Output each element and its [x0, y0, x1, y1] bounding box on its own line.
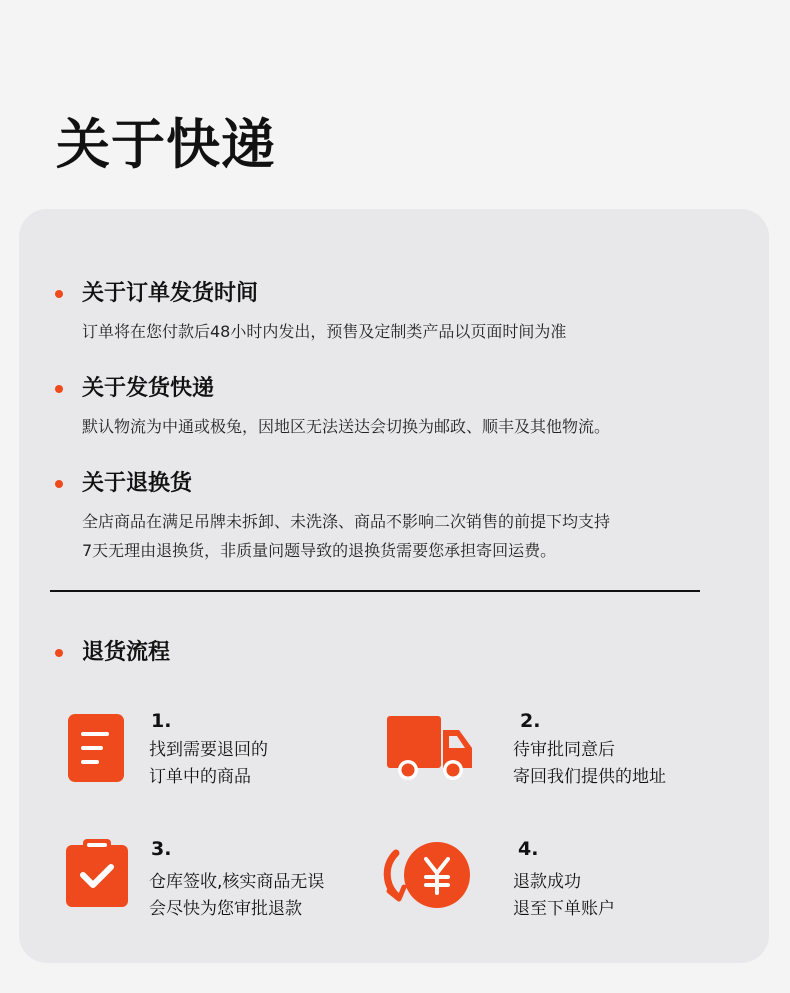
step-line: 会尽快为您审批退款	[149, 899, 302, 919]
step-number: 2.	[520, 710, 541, 732]
step-number: 3.	[151, 838, 172, 860]
step-line: 退款成功	[513, 872, 581, 892]
step-description	[149, 737, 268, 791]
step-description	[513, 869, 615, 923]
bullet-dot	[55, 480, 63, 488]
clipboard-check-icon	[65, 839, 129, 909]
step-number: 4.	[518, 838, 539, 860]
section-line: 全店商品在满足吊牌未拆卸、未洗涤、商品不影响二次销售的前提下均支持	[82, 512, 611, 531]
step-description	[149, 869, 324, 923]
step-number: 1.	[151, 710, 172, 732]
section-line: 默认物流为中通或极兔，因地区无法送达会切换为邮政、顺丰及其他物流。	[82, 417, 611, 436]
section-body	[82, 412, 610, 441]
page-title: 关于快递	[56, 113, 276, 176]
bullet-dot	[55, 385, 63, 393]
section-line: 7天无理由退换货，非质量问题导致的退换货需要您承担寄回运费。	[82, 541, 557, 560]
section-title: 关于订单发货时间	[82, 281, 259, 306]
section-title: 关于退换货	[82, 471, 193, 496]
delivery-truck-icon	[386, 712, 474, 784]
yuan-refund-icon	[380, 839, 474, 911]
section-line: 订单将在您付款后48小时内发出，预售及定制类产品以页面时间为准	[82, 322, 567, 341]
bullet-dot	[55, 290, 63, 298]
section-title: 退货流程	[82, 640, 171, 665]
step-line: 待审批同意后	[513, 740, 615, 760]
divider	[50, 590, 700, 592]
section-body	[82, 507, 610, 565]
step-line: 寄回我们提供的地址	[513, 767, 666, 787]
info-card	[19, 209, 769, 963]
section-body	[82, 317, 566, 346]
step-line: 仓库签收,核实商品无误	[149, 872, 325, 892]
document-list-icon	[67, 712, 125, 784]
bullet-dot	[55, 649, 63, 657]
section-title: 关于发货快递	[82, 376, 215, 401]
step-line: 订单中的商品	[149, 767, 251, 787]
step-line: 退至下单账户	[513, 899, 615, 919]
step-description	[513, 737, 666, 791]
step-line: 找到需要退回的	[149, 740, 268, 760]
